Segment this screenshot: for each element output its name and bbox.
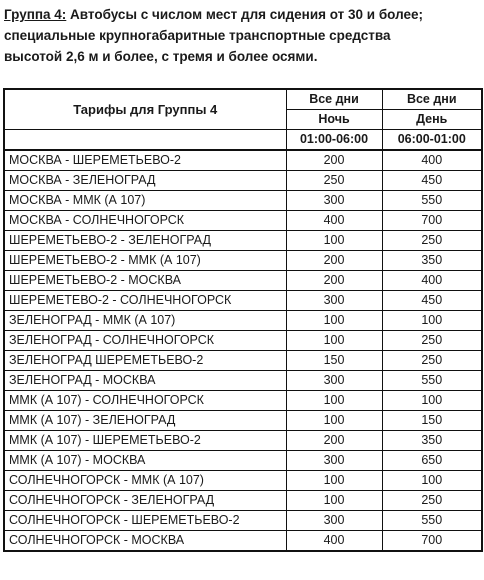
header-blank-cell xyxy=(4,130,286,151)
night-price-cell: 200 xyxy=(286,251,382,271)
table-row xyxy=(4,511,482,531)
route-cell: ШЕРЕМЕТЬЕВО-2 - ЗЕЛЕНОГРАД xyxy=(4,231,286,251)
day-period-header: День xyxy=(382,110,482,130)
night-price-cell: 100 xyxy=(286,471,382,491)
day-price-cell: 100 xyxy=(382,471,482,491)
night-price-cell: 300 xyxy=(286,451,382,471)
night-price-cell: 100 xyxy=(286,491,382,511)
table-row xyxy=(4,411,482,431)
day-price-cell: 350 xyxy=(382,251,482,271)
table-row xyxy=(4,371,482,391)
route-cell: ШЕРЕМЕТЕВО-2 - СОЛНЕЧНОГОРСК xyxy=(4,291,286,311)
night-period-header: Ночь xyxy=(286,110,382,130)
day-price-cell: 250 xyxy=(382,331,482,351)
day-price-cell: 400 xyxy=(382,271,482,291)
header-row-days xyxy=(4,89,482,110)
day-days-header: Все дни xyxy=(382,89,482,110)
night-price-cell: 100 xyxy=(286,231,382,251)
table-row xyxy=(4,251,482,271)
night-price-cell: 300 xyxy=(286,191,382,211)
tariff-table xyxy=(3,88,483,552)
table-row xyxy=(4,171,482,191)
route-cell: ММК (А 107) - ШЕРЕМЕТЬЕВО-2 xyxy=(4,431,286,451)
day-price-cell: 250 xyxy=(382,491,482,511)
day-price-cell: 100 xyxy=(382,391,482,411)
night-price-cell: 200 xyxy=(286,431,382,451)
table-row xyxy=(4,331,482,351)
document-heading xyxy=(4,4,482,67)
route-cell: ШЕРЕМЕТЬЕВО-2 - МОСКВА xyxy=(4,271,286,291)
day-price-cell: 100 xyxy=(382,311,482,331)
route-cell: МОСКВА - ШЕРЕМЕТЬЕВО-2 xyxy=(4,150,286,171)
table-row xyxy=(4,531,482,552)
table-row xyxy=(4,291,482,311)
route-cell: ШЕРЕМЕТЬЕВО-2 - ММК (А 107) xyxy=(4,251,286,271)
heading-line-3: высотой 2,6 м и более, с тремя и более осями. xyxy=(4,49,318,64)
route-cell: СОЛНЕЧНОГОРСК - ШЕРЕМЕТЬЕВО-2 xyxy=(4,511,286,531)
route-cell: СОЛНЕЧНОГОРСК - МОСКВА xyxy=(4,531,286,552)
night-price-cell: 250 xyxy=(286,171,382,191)
night-price-cell: 100 xyxy=(286,311,382,331)
route-cell: МОСКВА - ЗЕЛЕНОГРАД xyxy=(4,171,286,191)
route-cell: ЗЕЛЕНОГРАД - СОЛНЕЧНОГОРСК xyxy=(4,331,286,351)
table-row xyxy=(4,491,482,511)
day-price-cell: 450 xyxy=(382,291,482,311)
table-row xyxy=(4,431,482,451)
day-price-cell: 400 xyxy=(382,150,482,171)
route-cell: ЗЕЛЕНОГРАД - ММК (А 107) xyxy=(4,311,286,331)
day-price-cell: 550 xyxy=(382,191,482,211)
table-row xyxy=(4,231,482,251)
day-price-cell: 650 xyxy=(382,451,482,471)
night-days-header: Все дни xyxy=(286,89,382,110)
table-row xyxy=(4,391,482,411)
route-cell: МОСКВА - СОЛНЕЧНОГОРСК xyxy=(4,211,286,231)
table-row xyxy=(4,191,482,211)
group-description: Автобусы с числом мест для сидения от 30 и более; xyxy=(66,7,423,22)
day-hours-header: 06:00-01:00 xyxy=(382,130,482,151)
table-row xyxy=(4,471,482,491)
table-row xyxy=(4,351,482,371)
night-price-cell: 400 xyxy=(286,531,382,552)
day-price-cell: 250 xyxy=(382,231,482,251)
night-price-cell: 200 xyxy=(286,150,382,171)
route-cell: МОСКВА - ММК (А 107) xyxy=(4,191,286,211)
night-price-cell: 150 xyxy=(286,351,382,371)
day-price-cell: 550 xyxy=(382,511,482,531)
table-row xyxy=(4,211,482,231)
route-cell: ММК (А 107) - ЗЕЛЕНОГРАД xyxy=(4,411,286,431)
day-price-cell: 150 xyxy=(382,411,482,431)
tariff-table-body xyxy=(4,89,482,551)
table-row xyxy=(4,271,482,291)
header-row-hours xyxy=(4,130,482,151)
night-price-cell: 200 xyxy=(286,271,382,291)
table-title: Тарифы для Группы 4 xyxy=(4,89,286,130)
night-price-cell: 100 xyxy=(286,391,382,411)
night-price-cell: 300 xyxy=(286,371,382,391)
day-price-cell: 350 xyxy=(382,431,482,451)
day-price-cell: 700 xyxy=(382,531,482,552)
day-price-cell: 550 xyxy=(382,371,482,391)
heading-line-2: специальные крупногабаритные транспортные средства xyxy=(4,28,391,43)
day-price-cell: 450 xyxy=(382,171,482,191)
night-price-cell: 100 xyxy=(286,331,382,351)
night-price-cell: 100 xyxy=(286,411,382,431)
day-price-cell: 700 xyxy=(382,211,482,231)
table-row xyxy=(4,451,482,471)
night-price-cell: 300 xyxy=(286,511,382,531)
route-cell: СОЛНЕЧНОГОРСК - ЗЕЛЕНОГРАД xyxy=(4,491,286,511)
night-price-cell: 300 xyxy=(286,291,382,311)
route-cell: ЗЕЛЕНОГРАД - МОСКВА xyxy=(4,371,286,391)
group-label: Группа 4: xyxy=(4,7,67,22)
route-cell: ММК (А 107) - МОСКВА xyxy=(4,451,286,471)
night-price-cell: 400 xyxy=(286,211,382,231)
route-cell: ЗЕЛЕНОГРАД ШЕРЕМЕТЬЕВО-2 xyxy=(4,351,286,371)
table-row xyxy=(4,311,482,331)
heading-line-1 xyxy=(4,4,482,25)
night-hours-header: 01:00-06:00 xyxy=(286,130,382,151)
route-cell: ММК (А 107) - СОЛНЕЧНОГОРСК xyxy=(4,391,286,411)
day-price-cell: 250 xyxy=(382,351,482,371)
route-cell: СОЛНЕЧНОГОРСК - ММК (А 107) xyxy=(4,471,286,491)
table-row xyxy=(4,150,482,171)
